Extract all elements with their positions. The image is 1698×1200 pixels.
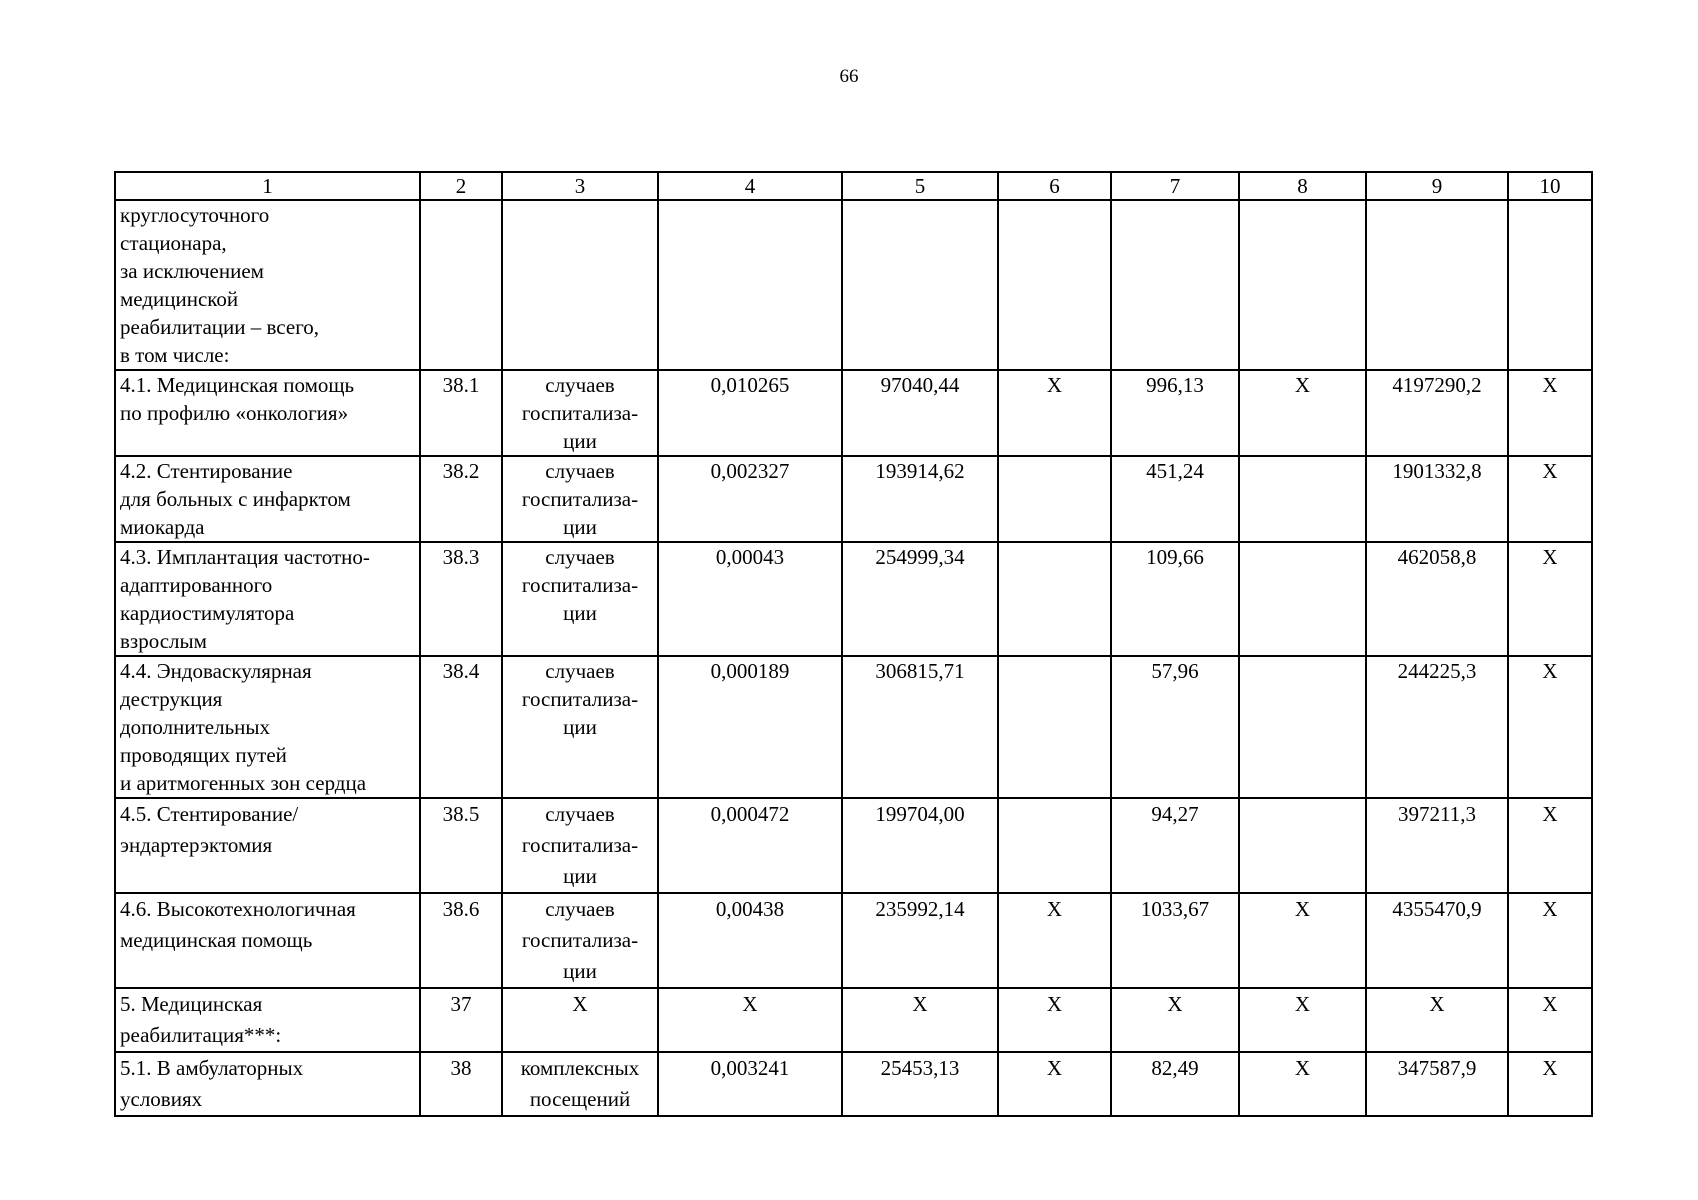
row-value-cell	[842, 200, 998, 370]
row-value-cell: 996,13	[1111, 370, 1239, 456]
row-value-cell: Х	[1508, 988, 1592, 1052]
header-cell: 3	[502, 172, 658, 200]
row-name-line: и аритмогенных зон сердца	[120, 771, 367, 795]
row-value-cell: Х	[998, 988, 1111, 1052]
row-name-cell	[115, 798, 420, 893]
row-name-line: кардиостимулятора	[120, 601, 295, 625]
row-name-cell	[115, 456, 420, 542]
row-unit-line: ции	[563, 864, 597, 888]
row-value-cell: 0,000472	[658, 798, 842, 893]
row-code-cell: 37	[420, 988, 502, 1052]
row-value-cell: Х	[1508, 370, 1592, 456]
row-name-line: адаптированного	[120, 573, 273, 597]
row-name-cell	[115, 200, 420, 370]
row-code-cell: 38.1	[420, 370, 502, 456]
row-value-cell: Х	[1239, 1052, 1366, 1116]
row-value-cell	[1111, 200, 1239, 370]
row-name-line: 4.3. Имплантация частотно-	[120, 545, 370, 569]
row-value-cell: 0,002327	[658, 456, 842, 542]
table-row	[115, 200, 1592, 370]
row-name-line: по профилю «онкология»	[120, 401, 349, 425]
row-name-line: в том числе:	[120, 343, 230, 367]
row-unit-line: случаев	[545, 545, 615, 569]
row-unit-line: случаев	[545, 802, 615, 826]
row-name-line: взрослым	[120, 629, 207, 653]
row-value-cell	[1239, 542, 1366, 656]
row-unit-cell	[502, 456, 658, 542]
table-row	[115, 456, 1592, 542]
row-unit-line: посещений	[529, 1087, 631, 1111]
table-row	[115, 656, 1592, 798]
row-unit-line: госпитализа-	[521, 573, 639, 597]
row-value-cell: 4355470,9	[1366, 893, 1508, 988]
row-value-cell	[998, 656, 1111, 798]
row-unit-cell	[502, 988, 658, 1052]
row-value-cell: Х	[1239, 988, 1366, 1052]
row-value-cell: 25453,13	[842, 1052, 998, 1116]
row-name-line: 4.1. Медицинская помощь	[120, 373, 355, 397]
row-value-cell: Х	[1508, 1052, 1592, 1116]
row-value-cell	[658, 200, 842, 370]
row-name-line: для больных с инфарктом	[120, 487, 351, 511]
row-value-cell	[998, 542, 1111, 656]
row-value-cell: 97040,44	[842, 370, 998, 456]
row-value-cell: Х	[1366, 988, 1508, 1052]
row-unit-cell	[502, 656, 658, 798]
row-name-line: 4.4. Эндоваскулярная	[120, 659, 312, 683]
page-number: 66	[839, 66, 859, 87]
row-name-cell	[115, 893, 420, 988]
row-value-cell: Х	[1239, 370, 1366, 456]
row-unit-line: ции	[563, 601, 597, 625]
row-value-cell: Х	[1239, 893, 1366, 988]
row-unit-cell	[502, 1052, 658, 1116]
row-value-cell: 1901332,8	[1366, 456, 1508, 542]
header-cell: 10	[1508, 172, 1592, 200]
row-value-cell: Х	[1508, 893, 1592, 988]
row-unit-line: госпитализа-	[521, 487, 639, 511]
header-cell: 4	[658, 172, 842, 200]
row-value-cell	[1508, 200, 1592, 370]
row-name-cell	[115, 1052, 420, 1116]
row-code-cell: 38	[420, 1052, 502, 1116]
row-unit-line: госпитализа-	[521, 928, 639, 952]
table-row	[115, 542, 1592, 656]
row-name-line: 5. Медицинская	[120, 992, 263, 1016]
row-value-cell: Х	[1508, 798, 1592, 893]
row-value-cell: Х	[842, 988, 998, 1052]
row-unit-line: ции	[563, 429, 597, 453]
row-value-cell	[998, 798, 1111, 893]
row-value-cell	[1366, 200, 1508, 370]
row-code-cell: 38.4	[420, 656, 502, 798]
row-value-cell: 397211,3	[1366, 798, 1508, 893]
row-value-cell: 0,003241	[658, 1052, 842, 1116]
row-code-cell: 38.3	[420, 542, 502, 656]
row-name-line: стационара,	[120, 231, 227, 255]
header-cell: 2	[420, 172, 502, 200]
data-table	[114, 171, 1593, 1117]
table-row	[115, 988, 1592, 1052]
row-name-line: за исключением	[120, 259, 264, 283]
row-value-cell: 0,00043	[658, 542, 842, 656]
row-value-cell	[1239, 798, 1366, 893]
row-name-line: дополнительных	[120, 715, 271, 739]
row-value-cell: 94,27	[1111, 798, 1239, 893]
row-name-line: миокарда	[120, 515, 205, 539]
header-cell: 6	[998, 172, 1111, 200]
header-cell: 7	[1111, 172, 1239, 200]
header-row	[115, 172, 1592, 200]
row-value-cell: 244225,3	[1366, 656, 1508, 798]
row-name-line: 5.1. В амбулаторных	[120, 1056, 304, 1080]
row-unit-line: случаев	[545, 459, 615, 483]
row-unit-line: Х	[572, 992, 588, 1016]
row-unit-line: ции	[563, 959, 597, 983]
table-row	[115, 370, 1592, 456]
row-value-cell: 462058,8	[1366, 542, 1508, 656]
row-unit-cell	[502, 370, 658, 456]
row-value-cell: 347587,9	[1366, 1052, 1508, 1116]
row-value-cell: Х	[1508, 456, 1592, 542]
table-row	[115, 893, 1592, 988]
row-unit-line: случаев	[545, 897, 615, 921]
row-value-cell: 0,00438	[658, 893, 842, 988]
row-name-line: 4.2. Стентирование	[120, 459, 293, 483]
row-unit-cell	[502, 798, 658, 893]
row-name-line: реабилитация***:	[120, 1023, 282, 1047]
row-name-cell	[115, 988, 420, 1052]
row-name-cell	[115, 656, 420, 798]
row-name-line: реабилитации – всего,	[120, 315, 320, 339]
row-value-cell	[1239, 656, 1366, 798]
row-name-line: эндартерэктомия	[120, 833, 273, 857]
row-unit-line: госпитализа-	[521, 687, 639, 711]
row-value-cell	[998, 200, 1111, 370]
row-value-cell: Х	[998, 893, 1111, 988]
row-name-line: условиях	[120, 1087, 203, 1111]
row-name-line: медицинская помощь	[120, 928, 313, 952]
row-unit-line: случаев	[545, 659, 615, 683]
row-value-cell: 4197290,2	[1366, 370, 1508, 456]
row-unit-line: случаев	[545, 373, 615, 397]
row-value-cell: Х	[1508, 656, 1592, 798]
row-name-cell	[115, 542, 420, 656]
row-value-cell: Х	[1111, 988, 1239, 1052]
row-unit-cell	[502, 200, 658, 370]
table-row	[115, 798, 1592, 893]
row-value-cell: 0,000189	[658, 656, 842, 798]
table-row	[115, 1052, 1592, 1116]
header-cell: 8	[1239, 172, 1366, 200]
row-name-line: проводящих путей	[120, 743, 287, 767]
row-value-cell: 254999,34	[842, 542, 998, 656]
row-name-line: 4.6. Высокотехнологичная	[120, 897, 356, 921]
header-cell: 9	[1366, 172, 1508, 200]
row-code-cell: 38.6	[420, 893, 502, 988]
row-value-cell: 193914,62	[842, 456, 998, 542]
row-name-line: деструкция	[120, 687, 223, 711]
row-value-cell: 306815,71	[842, 656, 998, 798]
row-value-cell: Х	[998, 370, 1111, 456]
row-value-cell: Х	[658, 988, 842, 1052]
row-value-cell: 109,66	[1111, 542, 1239, 656]
row-unit-line: госпитализа-	[521, 833, 639, 857]
row-value-cell: Х	[998, 1052, 1111, 1116]
row-name-cell	[115, 370, 420, 456]
row-value-cell: 82,49	[1111, 1052, 1239, 1116]
row-value-cell: 57,96	[1111, 656, 1239, 798]
row-value-cell: 199704,00	[842, 798, 998, 893]
row-unit-line: госпитализа-	[521, 401, 639, 425]
row-name-line: 4.5. Стентирование/	[120, 802, 299, 826]
row-code-cell: 38.5	[420, 798, 502, 893]
row-code-cell: 38.2	[420, 456, 502, 542]
row-unit-cell	[502, 542, 658, 656]
row-value-cell	[1239, 456, 1366, 542]
row-name-line: медицинской	[120, 287, 239, 311]
row-unit-line: комплексных	[520, 1056, 640, 1080]
header-cell: 5	[842, 172, 998, 200]
row-code-cell	[420, 200, 502, 370]
row-value-cell	[998, 456, 1111, 542]
row-value-cell: 1033,67	[1111, 893, 1239, 988]
row-value-cell: 451,24	[1111, 456, 1239, 542]
row-value-cell: 0,010265	[658, 370, 842, 456]
header-cell: 1	[115, 172, 420, 200]
row-value-cell: 235992,14	[842, 893, 998, 988]
row-unit-cell	[502, 893, 658, 988]
row-name-line: круглосуточного	[120, 203, 270, 227]
row-value-cell	[1239, 200, 1366, 370]
row-unit-line: ции	[563, 515, 597, 539]
row-unit-line: ции	[563, 715, 597, 739]
row-value-cell: Х	[1508, 542, 1592, 656]
